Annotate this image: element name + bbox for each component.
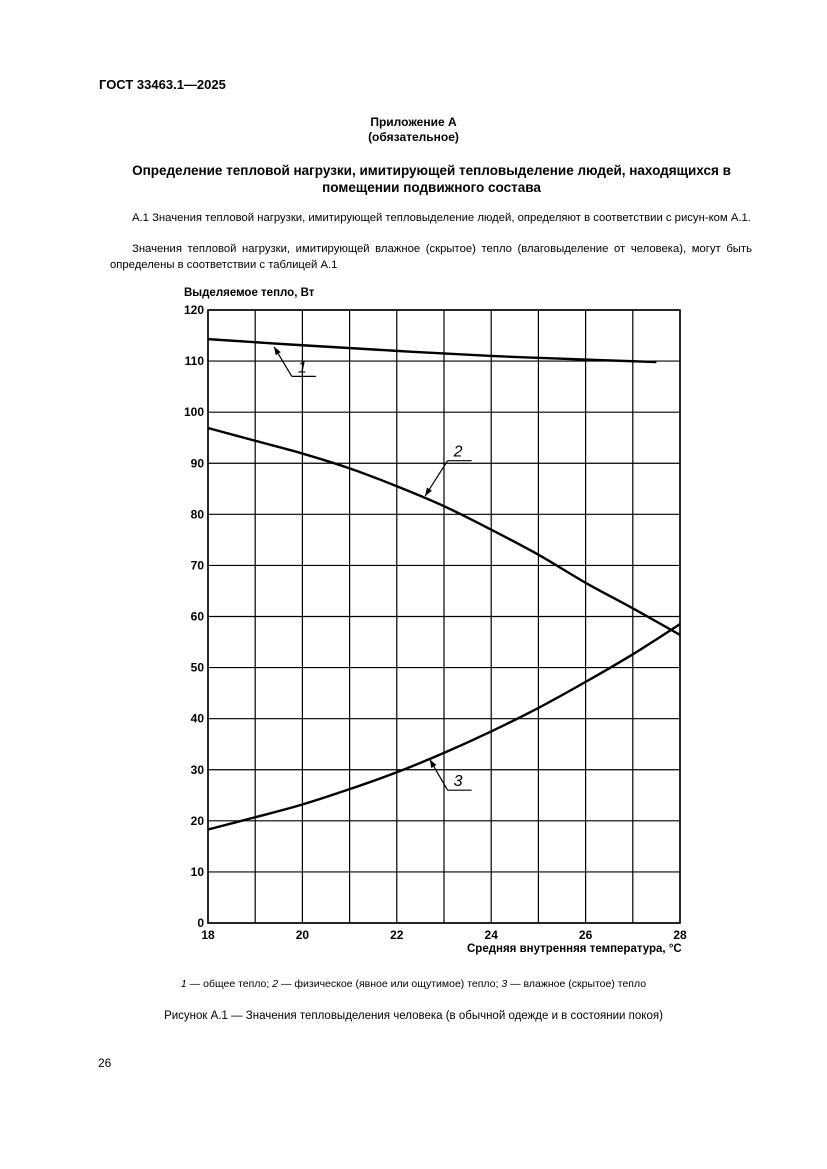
curve-label-2: 2 — [453, 443, 463, 461]
legend-number-1: 1 — [180, 978, 187, 990]
legend-text-3: — влажное (скрытое) тепло — [507, 978, 647, 990]
appendix-title: Приложение А — [370, 115, 457, 129]
curve-label-arrowhead — [430, 760, 437, 768]
chart-grid — [208, 310, 680, 923]
chart-ticks — [184, 303, 687, 942]
document-header: ГОСТ 33463.1—2025 — [99, 77, 226, 92]
y-tick-label: 80 — [190, 507, 204, 522]
x-tick-label: 26 — [578, 928, 593, 942]
y-tick-label: 60 — [190, 609, 204, 624]
curve-label-3: 3 — [453, 773, 463, 791]
section-title: Определение тепловой нагрузки, имитирующей тепловыделение людей, находящихся в помещении подвижного состава — [132, 163, 731, 195]
chart-x-axis-label: Средняя внутренняя температура, °С — [467, 943, 682, 955]
y-tick-label: 0 — [197, 916, 204, 930]
y-tick-label: 90 — [190, 456, 204, 471]
legend-number-3: 3 — [501, 978, 508, 990]
appendix-status: (обязательное) — [368, 130, 459, 144]
y-tick-label: 70 — [190, 558, 204, 573]
page-number: 26 — [98, 1056, 112, 1070]
curve-label-arrowhead — [274, 347, 281, 355]
figure-caption: Рисунок А.1 — Значения тепловыделения человека (в обычной одежде и в состоянии покоя) — [164, 1010, 663, 1022]
paragraph-a1-text: А.1 Значения тепловой нагрузки, имитирующей тепловыделение людей, определяют в соответствии с рисун-ком А.1. — [132, 212, 751, 224]
y-tick-label: 110 — [184, 354, 204, 369]
y-tick-label: 40 — [190, 711, 204, 726]
chart-y-axis-label: Выделяемое тепло, Вт — [184, 287, 315, 299]
curve-label-1: 1 — [297, 359, 307, 377]
x-tick-label: 24 — [484, 928, 498, 942]
legend-text-2: — физическое (явное или ощутимое) тепло; — [278, 978, 502, 990]
x-tick-label: 22 — [390, 928, 404, 942]
y-tick-label: 100 — [183, 405, 204, 420]
legend-text-1: — общее тепло; — [186, 978, 273, 990]
chart-curve-labels — [274, 347, 472, 790]
y-tick-label: 50 — [190, 660, 204, 675]
curve-label-arrowhead — [425, 488, 432, 496]
x-tick-label: 20 — [295, 928, 310, 942]
y-tick-label: 120 — [183, 303, 204, 317]
y-tick-label: 10 — [190, 864, 204, 879]
paragraph-a2-text: Значения тепловой нагрузки, имитирующей влажное (скрытое) тепло (влаговыделение от человека), могут быть определены в соответствии с таблицей А.1 — [110, 243, 752, 271]
y-tick-label: 30 — [190, 762, 204, 777]
figure-legend — [0, 978, 827, 990]
x-tick-label: 28 — [673, 928, 687, 942]
x-tick-label: 18 — [201, 928, 215, 942]
legend-number-2: 2 — [272, 978, 279, 990]
y-tick-label: 20 — [190, 813, 204, 828]
